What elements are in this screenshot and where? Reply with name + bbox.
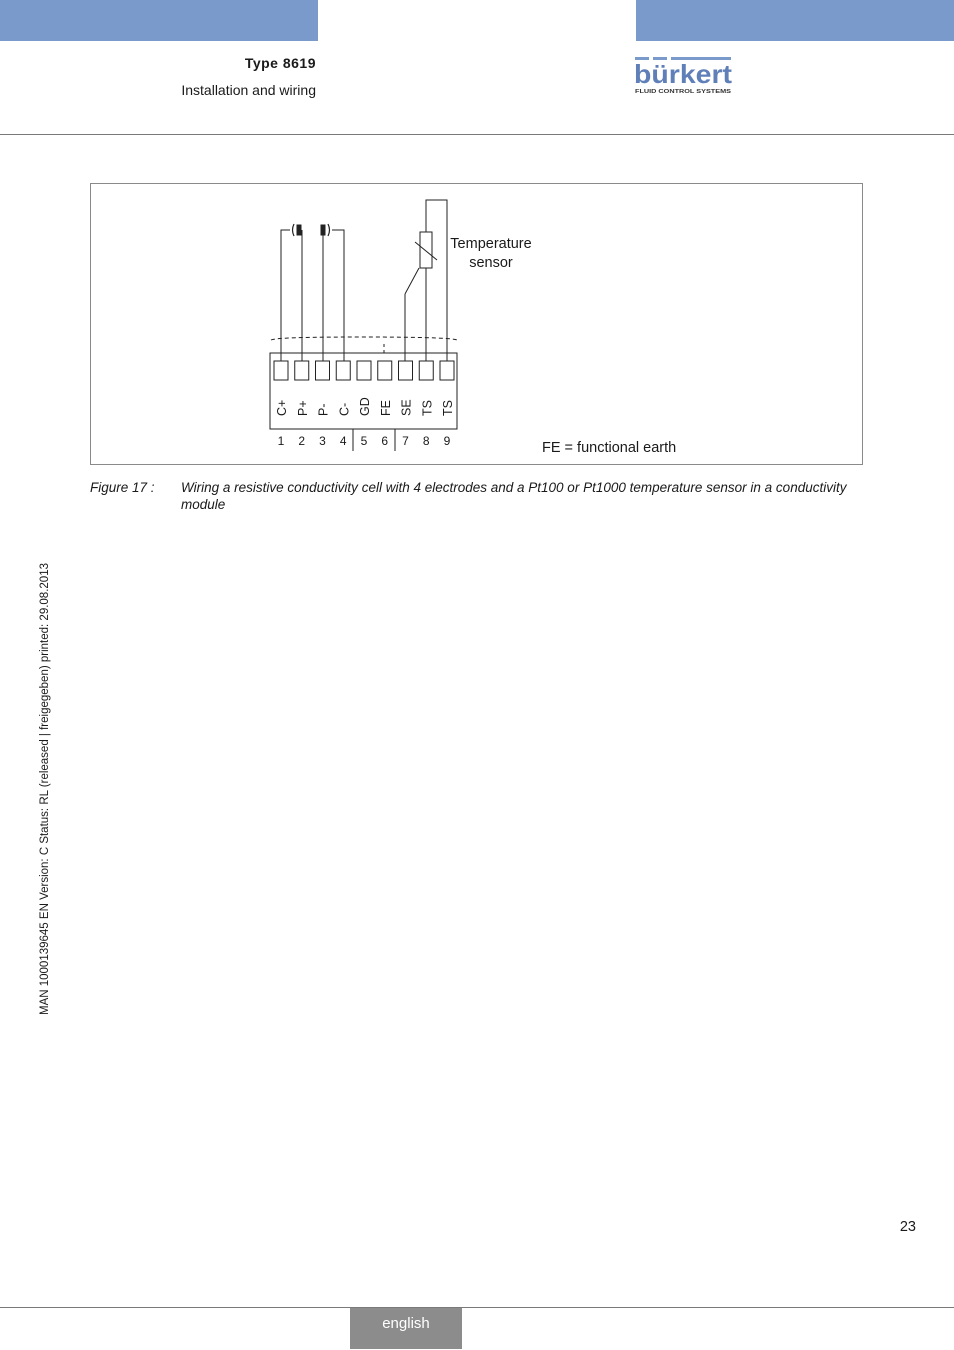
terminal-9-screw [440,361,454,380]
section-title: Installation and wiring [181,82,316,98]
terminal-6-screw [378,361,392,380]
wire-sensor-ts-2 [426,200,447,362]
sensor-annotation-line-1: Temperature [450,236,532,252]
terminal-5-number: 5 [360,434,368,448]
logo-tagline: FLUID CONTROL SYSTEMS [635,89,732,95]
wiring-diagram [91,184,864,466]
terminal-2-label: P+ [295,400,310,416]
terminal-8-number: 8 [422,434,430,448]
terminal-1-number: 1 [277,434,285,448]
document-metadata-note: MAN 1000139645 EN Version: C Status: RL (released | freigegeben) printed: 29.08.2013 [39,563,51,1015]
electrode-outer-right [321,225,325,235]
terminal-2-number: 2 [298,434,306,448]
terminal-2-screw [295,361,309,380]
wire-c-minus [332,230,344,362]
language-tab: english [350,1308,462,1349]
page-number: 23 [899,1219,916,1235]
wire-c-plus [281,230,290,362]
terminal-6-label: FE [378,400,393,416]
terminal-1-screw [274,361,288,380]
header-band-right [636,0,954,41]
terminal-3-label: P- [316,403,331,416]
resistor-variable-arrow [415,242,437,260]
caption-label: Figure 17 : [90,480,155,495]
terminal-7-number: 7 [402,434,409,448]
logo-wordmark: bürkert [634,59,733,89]
cable-shield-outline [271,337,457,340]
terminal-9-label: TS [441,400,455,416]
terminal-8-label: TS [420,400,435,416]
terminal-7-label: SE [399,399,414,416]
terminal-3-screw [316,361,330,380]
wire-sensor-lead [405,268,419,294]
document-type: Type 8619 [244,55,316,71]
temperature-sensor-resistor [420,232,432,268]
caption-text: Wiring a resistive conductivity cell with 4 electrodes and a Pt100 or Pt1000 temperature sensor in a conductivity module [181,480,847,512]
terminal-4-screw [336,361,350,380]
terminal-9-number: 9 [443,434,451,448]
terminal-4-label: C- [337,402,352,416]
electrode-outer-left [297,225,301,235]
terminal-6-number: 6 [381,434,389,448]
fe-legend: FE = functional earth [542,440,677,456]
terminal-1-label: C+ [275,399,289,416]
terminal-4-number: 4 [339,434,347,448]
terminal-5-label: GD [358,397,372,416]
burkert-logo [634,56,734,98]
figure-frame [90,183,863,465]
terminal-8-screw [419,361,433,380]
terminal-3-number: 3 [319,434,326,448]
terminal-5-screw [357,361,371,380]
electrode-bracket-right [328,224,330,236]
header-band-left [0,0,318,41]
terminal-row [274,361,455,448]
electrode-bracket-left [293,224,295,236]
header-rule [0,134,954,135]
terminal-7-screw [399,361,413,380]
footer-rule [0,1307,954,1308]
sensor-annotation-line-2: sensor [469,255,513,271]
